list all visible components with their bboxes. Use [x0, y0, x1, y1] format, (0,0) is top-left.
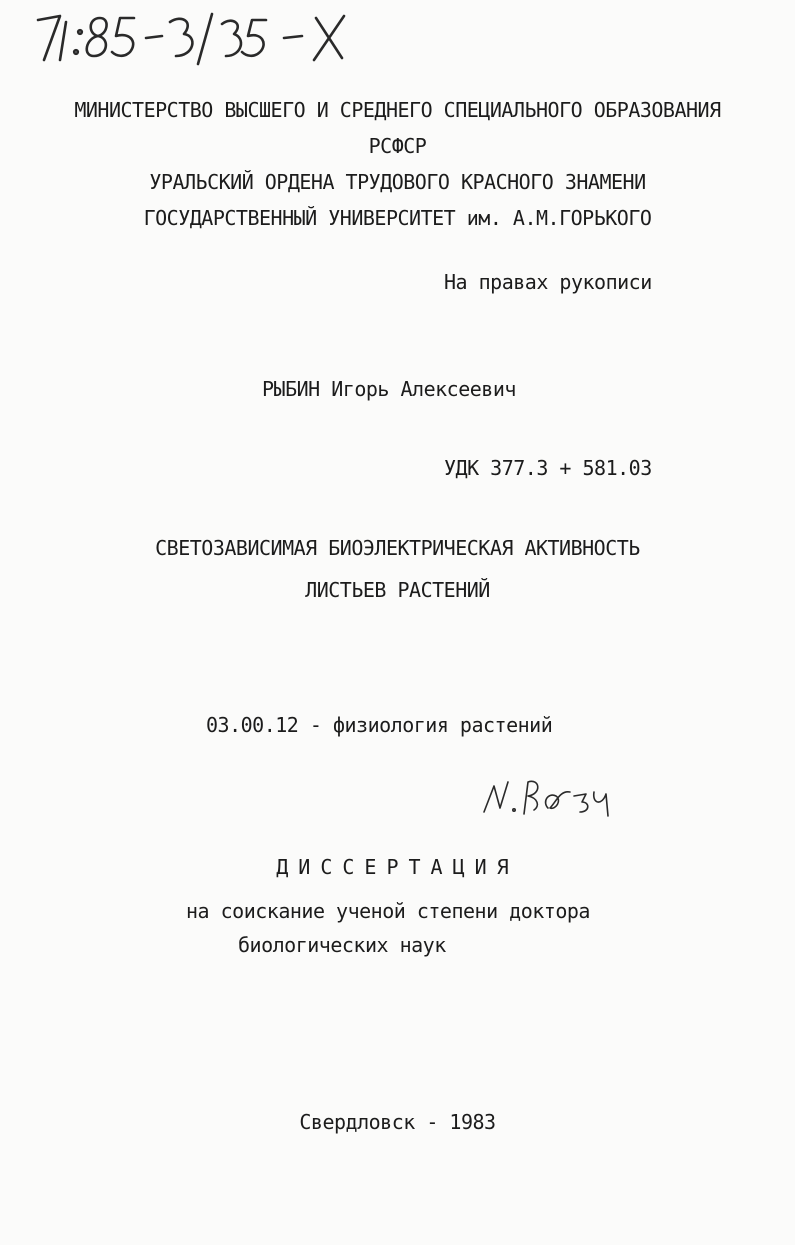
title-line2: ЛИСТЬЕВ РАСТЕНИЙ — [305, 578, 490, 602]
handwritten-signature — [478, 772, 618, 822]
degree-line1: на соискание ученой степени доктора — [186, 899, 590, 923]
udc-code: УДК 377.3 + 581.03 — [444, 456, 652, 480]
specialty-code: 03.00.12 - физиология растений — [206, 713, 553, 737]
university-name-line1: УРАЛЬСКИЙ ОРДЕНА ТРУДОВОГО КРАСНОГО ЗНАМЕНИ — [149, 170, 646, 194]
republic-name: РСФСР — [368, 134, 427, 158]
place-and-year: Свердловск - 1983 — [299, 1110, 496, 1134]
degree-line2: биологических наук — [238, 933, 446, 957]
handwritten-archive-number — [30, 6, 370, 68]
author-name: РЫБИН Игорь Алексеевич — [262, 377, 516, 401]
manuscript-rights-note: На правах рукописи — [444, 270, 652, 294]
ministry-name: МИНИСТЕРСТВО ВЫСШЕГО И СРЕДНЕГО СПЕЦИАЛЬНОГО ОБРАЗОВАНИЯ — [74, 98, 721, 122]
university-name-line2: ГОСУДАРСТВЕННЫЙ УНИВЕРСИТЕТ им. А.М.ГОРЬКОГО — [143, 206, 652, 230]
document-type: ДИССЕРТАЦИЯ — [276, 855, 519, 879]
title-line1: СВЕТОЗАВИСИМАЯ БИОЭЛЕКТРИЧЕСКАЯ АКТИВНОСТЬ — [155, 536, 640, 560]
